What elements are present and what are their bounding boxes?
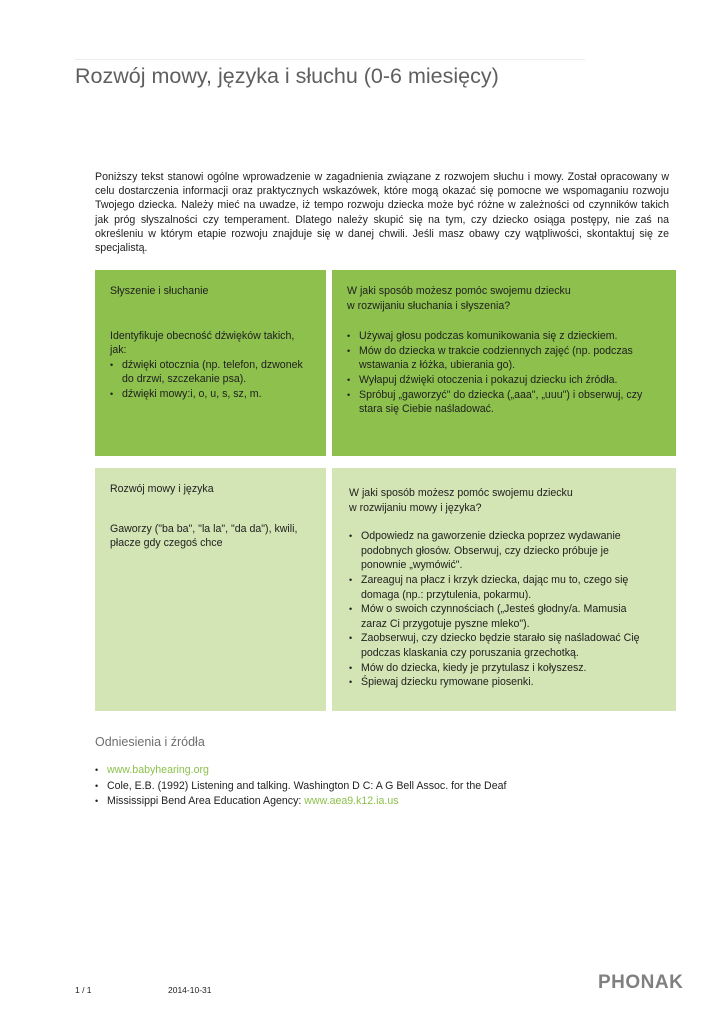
list-item: • Śpiewaj dziecku rymowane piosenki. — [349, 675, 652, 690]
hearing-help-heading-line2: w rozwijaniu słuchania i słyszenia? — [347, 299, 511, 312]
hearing-listening-text: Identyfikuje obecność dźwięków takich, jak: — [110, 329, 295, 357]
speech-help-box — [332, 468, 676, 711]
page-title: Rozwój mowy, języka i słuchu (0-6 miesięcy) — [75, 64, 499, 88]
phonak-logo: PHONAK — [598, 972, 684, 993]
hearing-listening-heading: Słyszenie i słuchanie — [110, 285, 209, 297]
hearing-help-list — [347, 329, 662, 417]
hearing-help-box — [332, 270, 676, 456]
list-item: • dźwięki mowy:i, o, u, s, sz, m. — [110, 387, 312, 402]
hearing-help-heading-line1: W jaki sposób możesz pomóc swojemu dziecku — [347, 285, 571, 297]
list-item: • Zaobserwuj, czy dziecko będzie starało się naśladować Cię podczas klaskania czy poruszania grzechotką. — [349, 631, 652, 660]
hearing-listening-box — [95, 270, 326, 456]
list-item: • Wyłapuj dźwięki otoczenia i pokazuj dziecku ich źródła. — [347, 373, 662, 388]
list-item: • dźwięki otocznia (np. telefon, dzwonek do drzwi, szczekanie psa). — [110, 358, 312, 387]
list-item: • Spróbuj „gaworzyć" do dziecka („aaa", „uuu") i obserwuj, czy stara się Ciebie naśladować. — [347, 388, 662, 417]
intro-paragraph: Poniższy tekst stanowi ogólne wprowadzenie w zagadnienia związane z rozwojem słuchu i mowy. Został opracowany w celu dostarczenia informacji oraz praktycznych wskazówek, które mogą okazać się pomocne we wspomaganiu rozwoju Twojego dziecka. Należy mieć na uwadze, iż tempo rozwoju dziecka może być różne w zależności od czynników takich jak próg słyszalności czy temperament. Dlatego należy skupić się na tym, czy dziecko osiąga postępy, nie zaś na określeniu w którym etapie rozwoju znajduje się w danej chwili. Jeśli masz obawy czy wątpliwości, skontaktuj się ze specjalistą. — [95, 171, 669, 255]
speech-help-list — [349, 529, 662, 690]
references-list — [95, 763, 506, 810]
speech-help-heading-line2: w rozwijaniu mowy i języka? — [349, 501, 482, 514]
list-item: • Używaj głosu podczas komunikowania się z dzieckiem. — [347, 329, 662, 344]
list-item: • Mów o swoich czynnościach („Jesteś głodny/a. Mamusia zaraz Ci przygotuje pyszne mleko"). — [349, 602, 652, 631]
babyhearing-link[interactable]: www.babyhearing.org — [107, 764, 209, 776]
speech-help-heading-line1: W jaki sposób możesz pomóc swojemu dziecku — [349, 487, 573, 499]
list-item: • Odpowiedz na gaworzenie dziecka poprzez wydawanie podobnych głosów. Obserwuj, czy dziecko próbuje je ponownie „wymówić". — [349, 529, 652, 573]
list-item: • Mów do dziecka w trakcie codziennych zajęć (np. podczas wstawania z łóżka, ubierania go). — [347, 344, 662, 373]
speech-language-text: Gaworzy ("ba ba", "la la", "da da"), kwili, płacze gdy czegoś chce — [110, 522, 298, 550]
reference-item — [95, 794, 506, 810]
reference-item — [95, 763, 506, 779]
speech-language-heading: Rozwój mowy i języka — [110, 483, 214, 495]
reference-text: Mississippi Bend Area Education Agency: — [107, 795, 305, 807]
hearing-listening-list — [110, 358, 312, 402]
document-date: 2014-10-31 — [168, 985, 212, 995]
speech-language-box — [95, 468, 326, 711]
list-item: • Mów do dziecka, kiedy je przytulasz i kołyszesz. — [349, 661, 652, 676]
speech-help-heading — [349, 486, 662, 515]
aea9-link[interactable]: www.aea9.k12.ia.us — [304, 795, 399, 807]
hearing-help-heading — [347, 284, 662, 313]
top-divider — [75, 59, 585, 60]
references-heading: Odniesienia i źródła — [95, 735, 205, 749]
list-item: • Zareaguj na płacz i krzyk dziecka, dając mu to, czego się domaga (np.: przytulenia, pokarmu). — [349, 573, 652, 602]
reference-item: • Cole, E.B. (1992) Listening and talking. Washington D C: A G Bell Assoc. for the Deaf — [95, 779, 506, 795]
page-number: 1 / 1 — [75, 985, 92, 995]
